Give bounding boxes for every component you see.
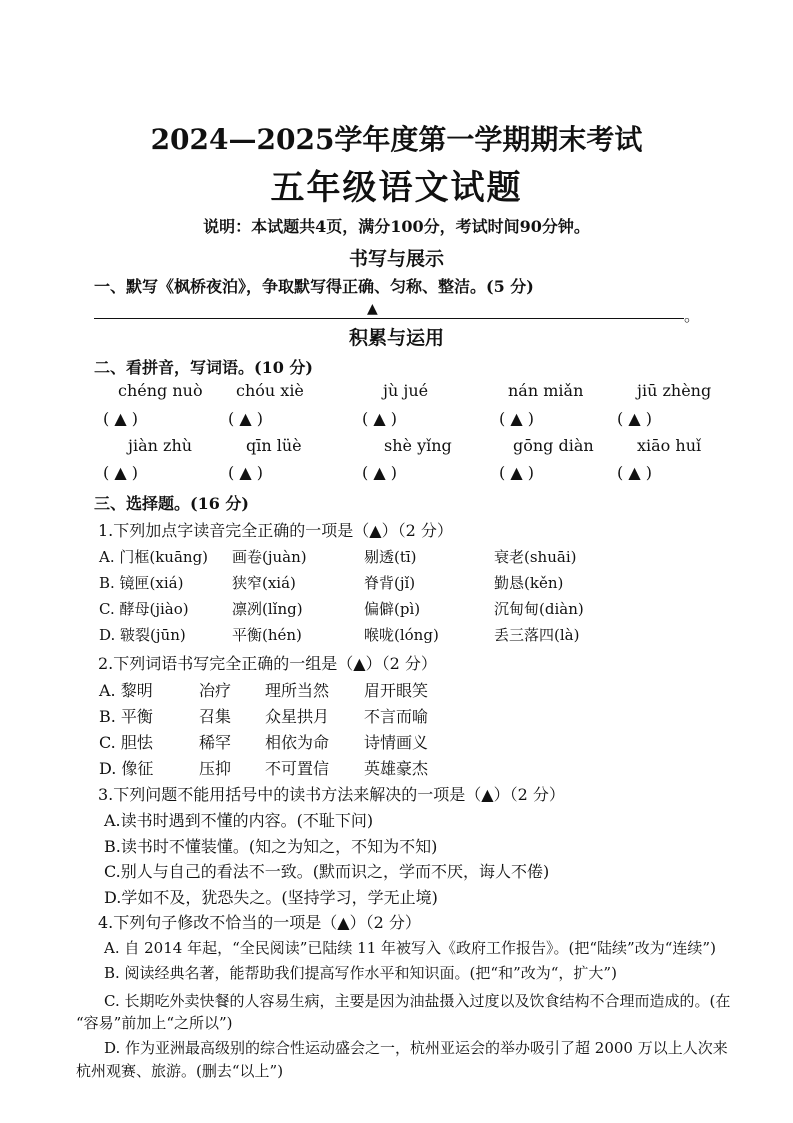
option-line: D. 作为亚洲最高级别的综合性运动盛会之一，杭州亚运会的举办吸引了超 2000 万以上人次来 bbox=[104, 1039, 728, 1057]
word-blank: ( ▲ ) bbox=[103, 409, 138, 428]
option-cell: 衰老(shuāi) bbox=[494, 548, 577, 566]
option-cell: 脊背(jǐ) bbox=[364, 574, 416, 592]
option-cell: D. 皲裂(jūn) bbox=[99, 626, 186, 644]
pinyin: xiāo huǐ bbox=[637, 436, 702, 455]
exam-title: 2024—2025学年度第一学期期末考试 bbox=[150, 123, 643, 156]
option-cell: 众星拱月 bbox=[265, 707, 330, 726]
question-1: 一、默写《枫桥夜泊》，争取默写得正确、匀称、整洁。(5 分) bbox=[94, 277, 534, 296]
option-line: A. 自 2014 年起，“全民阅读”已陆续 11 年被写入《政府工作报告》。(把“陆续”改为“连续”) bbox=[104, 939, 716, 957]
option-line: B. 阅读经典名著，能帮助我们提高写作水平和知识面。(把“和”改为“，扩大”) bbox=[104, 964, 617, 982]
option-cell: 相依为命 bbox=[265, 733, 330, 752]
option-line: A.读书时遇到不懂的内容。(不耻下问) bbox=[104, 811, 374, 830]
sub-question-2: 2.下列词语书写完全正确的一组是（▲）（2 分） bbox=[98, 654, 437, 673]
option-cell: 勤恳(kěn) bbox=[494, 574, 564, 592]
answer-line-end: 。 bbox=[684, 306, 701, 325]
option-cell: 不言而喻 bbox=[364, 707, 429, 726]
word-blank: ( ▲ ) bbox=[362, 463, 397, 482]
option-cell: 剔透(tī) bbox=[364, 548, 417, 566]
option-cell: 压抑 bbox=[199, 759, 232, 778]
word-blank: ( ▲ ) bbox=[617, 463, 652, 482]
option-cell: 喉咙(lóng) bbox=[364, 626, 439, 644]
section-writing: 书写与展示 bbox=[348, 248, 444, 270]
section-accumulation: 积累与运用 bbox=[348, 327, 444, 349]
word-blank: ( ▲ ) bbox=[499, 463, 534, 482]
option-cell: 不可置信 bbox=[265, 759, 330, 778]
pinyin: nán miǎn bbox=[508, 381, 584, 400]
option-cell: 诗情画义 bbox=[364, 733, 429, 752]
word-blank: ( ▲ ) bbox=[362, 409, 397, 428]
option-cell: 理所当然 bbox=[265, 681, 330, 700]
option-cell: 凛冽(lǐng) bbox=[232, 600, 303, 618]
word-blank: ( ▲ ) bbox=[103, 463, 138, 482]
option-cell: 眉开眼笑 bbox=[364, 681, 429, 700]
exam-note: 说明：本试题共4页，满分100分，考试时间90分钟。 bbox=[203, 217, 590, 236]
option-line-cont: 杭州观赛、旅游。(删去“以上”) bbox=[76, 1062, 284, 1080]
option-cell: D. 像征 bbox=[99, 759, 154, 778]
word-blank: ( ▲ ) bbox=[617, 409, 652, 428]
option-cell: C. 酵母(jiào) bbox=[99, 600, 189, 618]
option-cell: 英雄豪杰 bbox=[364, 759, 429, 778]
pinyin: chóu xiè bbox=[236, 381, 304, 400]
pinyin: gōng diàn bbox=[513, 436, 594, 455]
pinyin: jiàn zhù bbox=[128, 436, 193, 455]
option-cell: A. 黎明 bbox=[99, 681, 153, 700]
option-cell: C. 胆怯 bbox=[99, 733, 153, 752]
sub-question-3: 3.下列问题不能用括号中的读书方法来解决的一项是（▲）（2 分） bbox=[98, 785, 565, 804]
exam-subtitle: 五年级语文试题 bbox=[270, 168, 523, 208]
option-cell: 平衡(hén) bbox=[232, 626, 302, 644]
pinyin: qīn lüè bbox=[246, 436, 302, 455]
answer-mark: ▲ bbox=[367, 301, 378, 317]
option-cell: 召集 bbox=[199, 707, 232, 726]
word-blank: ( ▲ ) bbox=[228, 409, 263, 428]
option-cell: 冶疗 bbox=[199, 681, 232, 700]
option-line-cont: “容易”前加上“之所以”) bbox=[76, 1014, 233, 1032]
option-cell: A. 门框(kuāng) bbox=[99, 548, 209, 566]
option-line: C.别人与自己的看法不一致。(默而识之，学而不厌，诲人不倦) bbox=[104, 862, 550, 881]
option-cell: 偏僻(pì) bbox=[364, 600, 421, 618]
word-blank: ( ▲ ) bbox=[228, 463, 263, 482]
option-cell: B. 平衡 bbox=[99, 707, 153, 726]
option-cell: 稀罕 bbox=[199, 733, 232, 752]
question-2: 二、看拼音，写词语。(10 分) bbox=[94, 358, 313, 377]
word-blank: ( ▲ ) bbox=[499, 409, 534, 428]
option-line: D.学如不及，犹恐失之。(坚持学习，学无止境) bbox=[104, 888, 438, 907]
question-3: 三、选择题。(16 分) bbox=[94, 494, 249, 513]
option-cell: 沉甸甸(diàn) bbox=[494, 600, 584, 618]
option-cell: 丢三落四(là) bbox=[494, 626, 580, 644]
option-line: C. 长期吃外卖快餐的人容易生病，主要是因为油盐摄入过度以及饮食结构不合理而造成的。(在 bbox=[104, 992, 731, 1010]
sub-question-4: 4.下列句子修改不恰当的一项是（▲）（2 分） bbox=[98, 913, 421, 932]
option-line: B.读书时不懂装懂。(知之为知之，不知为不知) bbox=[104, 837, 438, 856]
option-cell: 画卷(juàn) bbox=[232, 548, 307, 566]
pinyin: shè yǐng bbox=[384, 436, 452, 455]
pinyin: jiū zhèng bbox=[637, 381, 712, 400]
option-cell: B. 镜匣(xiá) bbox=[99, 574, 184, 592]
sub-question-1: 1.下列加点字读音完全正确的一项是（▲）（2 分） bbox=[98, 521, 453, 540]
pinyin: jù jué bbox=[383, 381, 429, 400]
answer-line bbox=[94, 318, 684, 319]
option-cell: 狭窄(xiá) bbox=[232, 574, 296, 592]
pinyin: chéng nuò bbox=[118, 381, 203, 400]
